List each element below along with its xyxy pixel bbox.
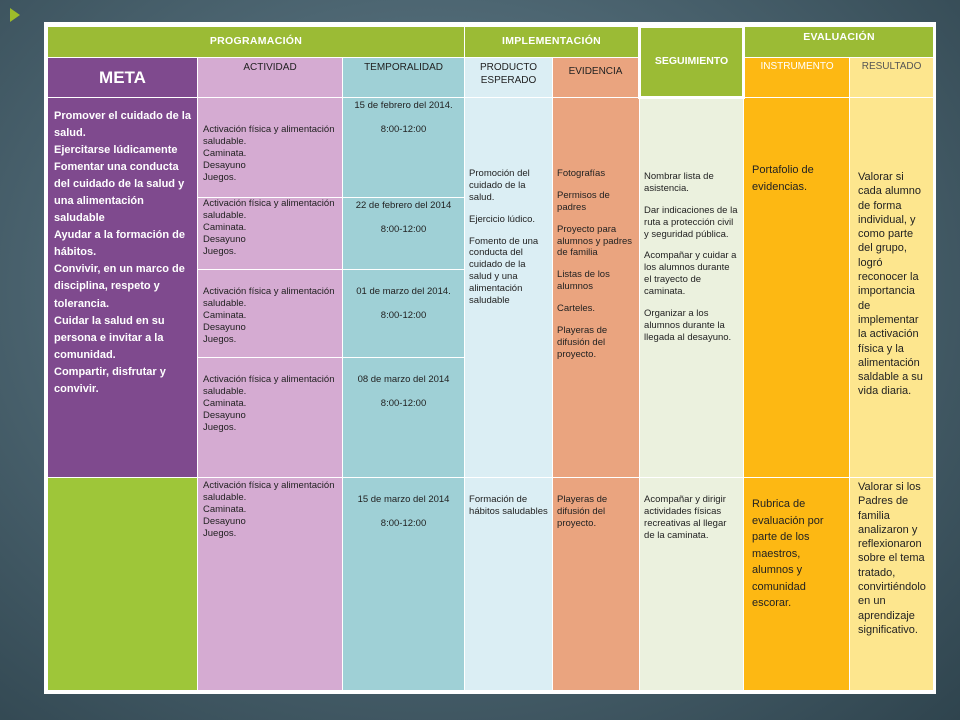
seguimiento-line: Acompañar y cuidar a los alumnos durante el trayecto de caminata. — [644, 250, 737, 297]
seguimiento-line: Organizar a los alumnos durante la llegada al desayuno. — [644, 307, 732, 343]
meta-line: Promover el cuidado de la salud. — [54, 110, 191, 140]
header-implementacion: IMPLEMENTACIÓN — [465, 27, 640, 58]
actividad-line: Juegos. — [203, 333, 237, 345]
header-temporalidad: TEMPORALIDAD — [343, 58, 465, 98]
hora-text: 8:00-12:00 — [380, 517, 427, 529]
producto-line: Ejercicio lúdico. — [469, 213, 536, 225]
meta-cell — [48, 98, 198, 478]
actividad-cell — [198, 270, 343, 358]
temporalidad-cell — [343, 478, 465, 691]
evidencia-cell — [553, 98, 640, 478]
producto-line: Promoción del cuidado de la salud. — [469, 168, 530, 203]
actividad-line: Caminata. — [203, 503, 247, 515]
evidencia-line: Proyecto para alumnos y padres de familia — [557, 223, 633, 259]
seguimiento-cell — [640, 478, 744, 691]
actividad-cell — [198, 98, 343, 198]
fecha-text: 15 de marzo del 2014 — [357, 494, 450, 505]
hora-text: 8:00-12:00 — [380, 309, 427, 321]
producto-text: Formación de hábitos saludables — [469, 494, 548, 517]
actividad-line: Activación física y alimentación saludable. — [203, 124, 335, 147]
planning-table-board — [44, 22, 936, 694]
actividad-line: Desayuno — [203, 409, 246, 421]
hora-text: 8:00-12:00 — [380, 223, 427, 235]
actividad-line: Activación física y alimentación saludable. — [203, 198, 335, 221]
actividad-line: Juegos. — [203, 245, 237, 257]
temporalidad-cell — [343, 98, 465, 198]
evidencia-line: Permisos de padres — [557, 189, 610, 213]
actividad-line: Activación física y alimentación saludable. — [203, 374, 335, 397]
evidencia-line: Fotografías — [557, 168, 606, 179]
header-meta: META — [48, 58, 198, 98]
instrumento-text: Rubrica de evaluación por parte de los maestros, alumnos y comunidad escorar. — [752, 498, 824, 609]
actividad-line: Caminata. — [203, 397, 247, 409]
header-seguimiento: SEGUIMIENTO — [640, 27, 744, 98]
actividad-line: Caminata. — [203, 309, 247, 321]
producto-cell — [465, 478, 553, 691]
actividad-line: Activación física y alimentación saludable. — [203, 286, 335, 309]
actividad-line: Juegos. — [203, 171, 237, 183]
temporalidad-cell — [343, 270, 465, 358]
meta-line: Fomentar una conducta del cuidado de la salud y una alimentación saludable — [54, 161, 185, 225]
instrumento-cell — [744, 98, 850, 478]
meta-line: Compartir, disfrutar y convivir. — [54, 365, 166, 395]
seguimiento-cell — [640, 98, 744, 478]
header-producto-esperado: PRODUCTO ESPERADO — [465, 58, 553, 98]
actividad-line: Juegos. — [203, 421, 237, 433]
header-evaluacion: EVALUACIÓN — [744, 27, 934, 58]
meta-empty-cell — [48, 478, 198, 691]
meta-line: Ayudar a la formación de hábitos. — [54, 229, 186, 259]
producto-cell — [465, 98, 553, 478]
actividad-line: Desayuno — [203, 321, 246, 333]
actividad-line: Caminata. — [203, 147, 247, 159]
meta-line: Cuidar la salud en su persona e invitar a la comunidad. — [54, 314, 165, 361]
seguimiento-line: Dar indicaciones de la ruta a protección civil y seguridad pública. — [644, 204, 738, 240]
actividad-line: Activación física y alimentación saludable. — [203, 480, 335, 503]
resultado-text: Valorar si cada alumno de forma individual, y como parte del grupo, logró reconocer la importancia de implementar la activación física y la alimentación saldable a su vida diaria. — [858, 171, 923, 398]
resultado-text: Valorar si los Padres de familia analizaron y reflexionaron sobre el tema tratado, convirtiéndolo en un aprendizaje significativo. — [858, 481, 926, 636]
hora-text: 8:00-12:00 — [380, 123, 427, 135]
producto-line: Fomento de una conducta del cuidado de la salud y una alimentación saludable — [469, 235, 539, 306]
actividad-cell — [198, 358, 343, 478]
hora-text: 8:00-12:00 — [380, 397, 427, 409]
header-instrumento: INSTRUMENTO — [744, 58, 850, 98]
fecha-text: 01 de marzo del 2014. — [356, 286, 451, 297]
evidencia-line: Carteles. — [557, 303, 596, 314]
resultado-cell — [850, 98, 934, 478]
actividad-line: Desayuno — [203, 515, 246, 527]
evidencia-line: Listas de los alumnos — [557, 269, 610, 293]
actividad-line: Desayuno — [203, 159, 246, 171]
temporalidad-cell — [343, 358, 465, 478]
actividad-line: Caminata. — [203, 221, 247, 233]
actividad-line: Desayuno — [203, 233, 246, 245]
resultado-cell — [850, 478, 934, 691]
meta-line: Convivir, en un marco de disciplina, respeto y tolerancia. — [54, 263, 185, 310]
fecha-text: 15 de febrero del 2014. — [354, 100, 453, 111]
header-resultado: RESULTADO — [850, 58, 934, 98]
header-programacion: PROGRAMACIÓN — [48, 27, 465, 58]
instrumento-text: Portafolio de evidencias. — [752, 164, 814, 193]
seguimiento-text: Acompañar y dirigir actividades físicas recreativas al llegar de la caminata. — [644, 494, 727, 541]
actividad-cell — [198, 198, 343, 270]
fecha-text: 22 de febrero del 2014 — [355, 200, 452, 211]
header-actividad: ACTIVIDAD — [198, 58, 343, 98]
bullet-arrow-icon — [10, 8, 20, 22]
evidencia-cell — [553, 478, 640, 691]
header-evidencia: EVIDENCIA — [553, 58, 640, 98]
actividad-line: Juegos. — [203, 527, 237, 539]
fecha-text: 08 de marzo del 2014 — [357, 374, 450, 385]
actividad-cell — [198, 478, 343, 691]
evidencia-text: Playeras de difusión del proyecto. — [557, 494, 608, 529]
temporalidad-cell — [343, 198, 465, 270]
instrumento-cell — [744, 478, 850, 691]
meta-line: Ejercitarse lúdicamente — [54, 144, 178, 157]
evidencia-line: Playeras de difusión del proyecto. — [557, 324, 608, 360]
planning-table — [47, 25, 934, 691]
seguimiento-line: Nombrar lista de asistencia. — [644, 171, 714, 194]
